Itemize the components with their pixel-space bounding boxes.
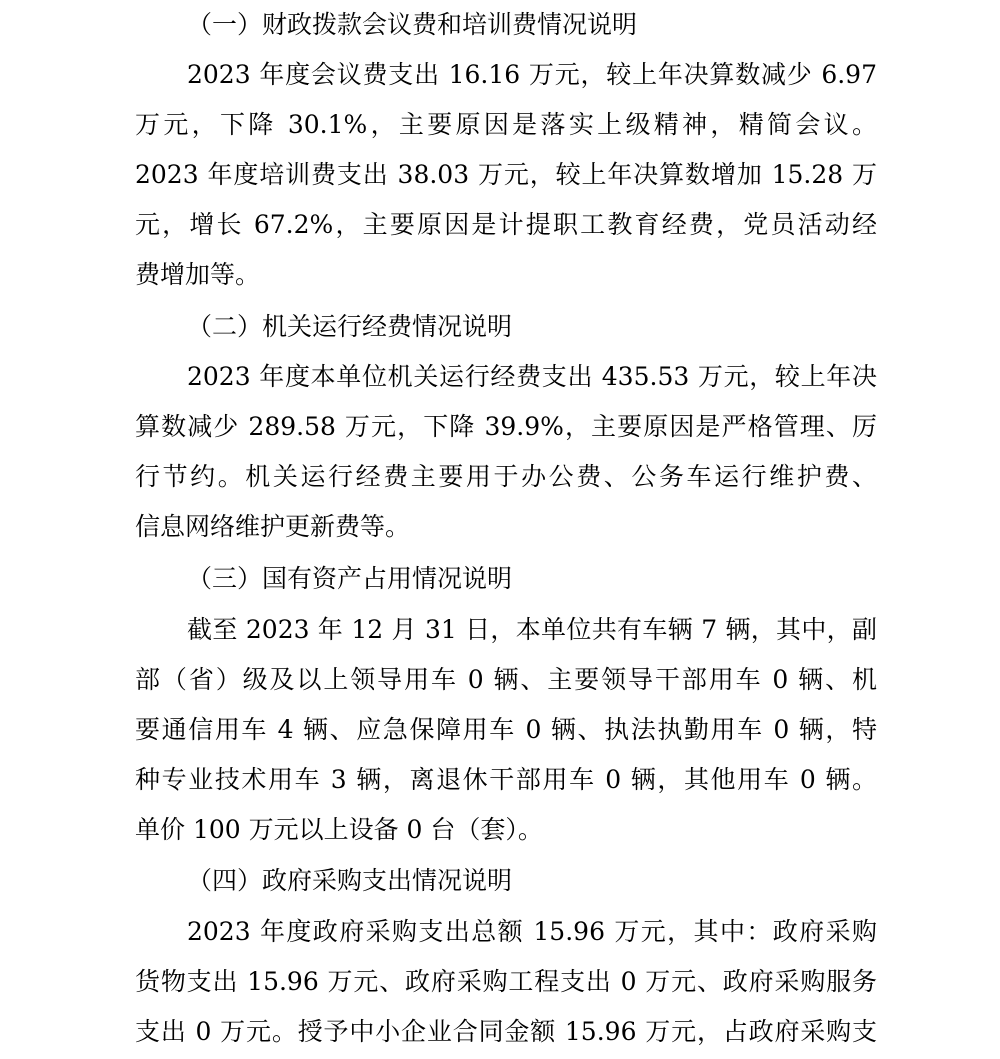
paragraph-line: 单价 100 万元以上设备 0 台（套）。: [135, 815, 543, 844]
paragraph-line: 费增加等。: [135, 260, 261, 289]
section-heading-meeting-training: （一）财政拨款会议费和培训费情况说明: [187, 10, 638, 39]
section-heading-government-procurement: （四）政府采购支出情况说明: [187, 866, 513, 895]
paragraph-line: 行节约。机关运行经费主要用于办公费、公务车运行维护费、: [135, 462, 877, 491]
paragraph-line: 支出 0 万元。授予中小企业合同金额 15.96 万元，占政府采购支: [135, 1017, 877, 1046]
paragraph-line: 元，增长 67.2%，主要原因是计提职工教育经费，党员活动经: [135, 210, 877, 239]
paragraph-line: 2023 年度政府采购支出总额 15.96 万元，其中：政府采购: [187, 917, 877, 946]
paragraph-line: 2023 年度本单位机关运行经费支出 435.53 万元，较上年决: [187, 362, 877, 391]
paragraph-line: 2023 年度会议费支出 16.16 万元，较上年决算数减少 6.97: [187, 60, 877, 89]
paragraph-line: 万元，下降 30.1%，主要原因是落实上级精神，精简会议。: [135, 110, 877, 139]
paragraph-line: 部（省）级及以上领导用车 0 辆、主要领导干部用车 0 辆、机: [135, 665, 877, 694]
paragraph-line: 2023 年度培训费支出 38.03 万元，较上年决算数增加 15.28 万: [135, 160, 877, 189]
paragraph-line: 货物支出 15.96 万元、政府采购工程支出 0 万元、政府采购服务: [135, 967, 877, 996]
paragraph-line: 信息网络维护更新费等。: [135, 512, 411, 541]
paragraph-line: 算数减少 289.58 万元，下降 39.9%，主要原因是严格管理、厉: [135, 412, 877, 441]
section-heading-operating-expenses: （二）机关运行经费情况说明: [187, 312, 513, 341]
paragraph-line: 要通信用车 4 辆、应急保障用车 0 辆、执法执勤用车 0 辆，特: [135, 715, 877, 744]
section-heading-state-assets: （三）国有资产占用情况说明: [187, 564, 513, 593]
paragraph-line: 截至 2023 年 12 月 31 日，本单位共有车辆 7 辆，其中，副: [187, 615, 877, 644]
paragraph-line: 种专业技术用车 3 辆，离退休干部用车 0 辆，其他用车 0 辆。: [135, 765, 877, 794]
